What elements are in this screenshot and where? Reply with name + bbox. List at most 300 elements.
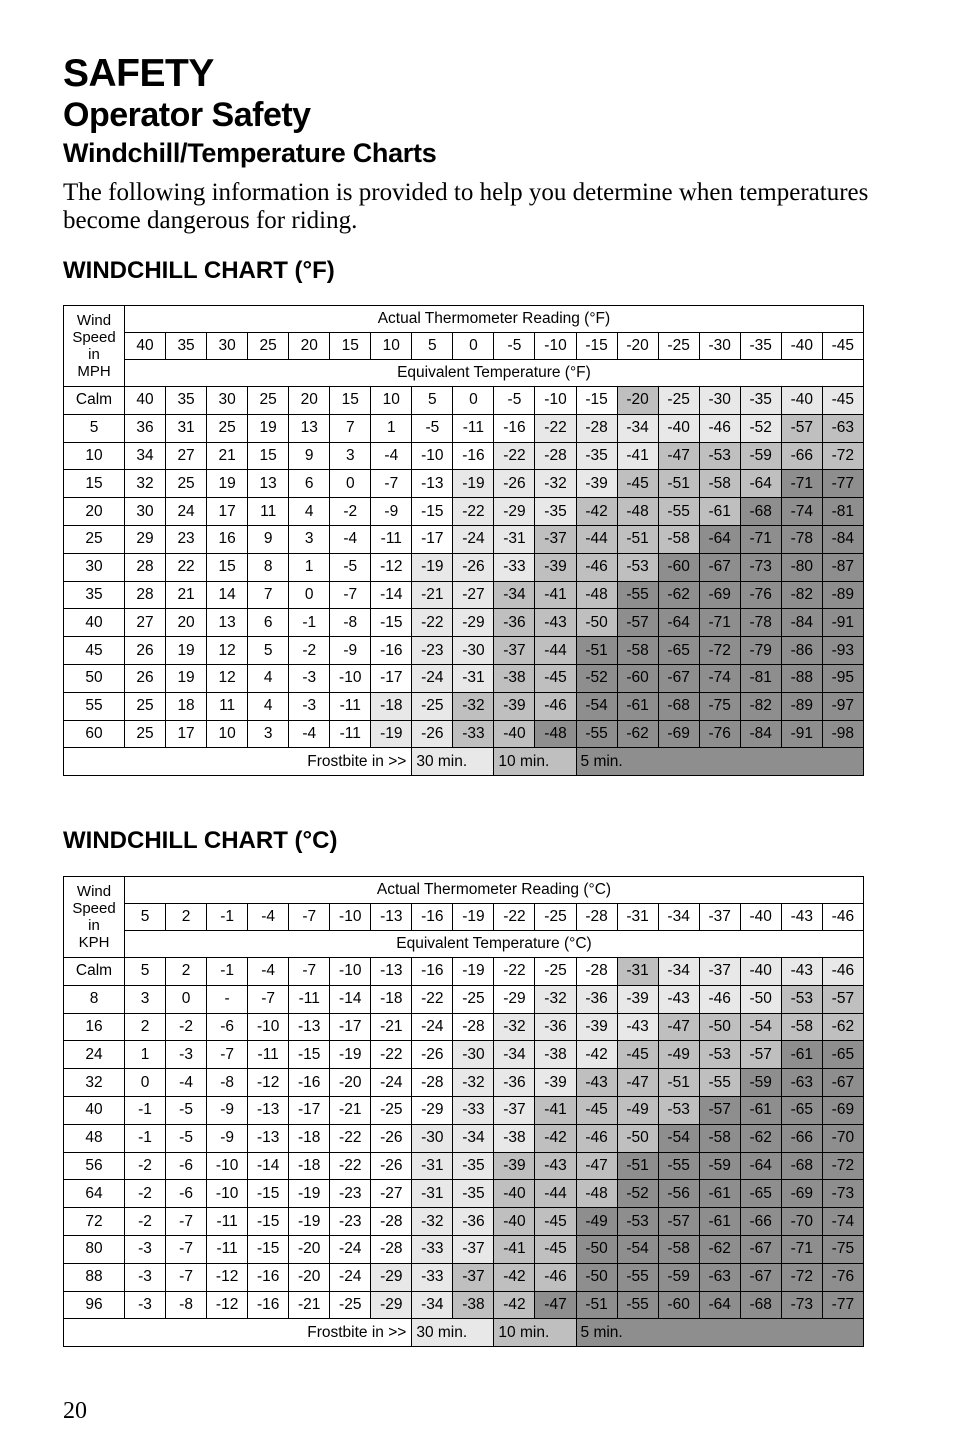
windchill-cell: -7 xyxy=(289,958,330,986)
actual-value-cell: 5 xyxy=(412,333,453,360)
windchill-cell: -87 xyxy=(822,553,863,581)
windchill-cell: -28 xyxy=(371,1208,412,1236)
windchill-cell: -57 xyxy=(617,609,658,637)
table-row xyxy=(64,1069,864,1097)
windchill-cell: -8 xyxy=(330,609,371,637)
windchill-cell: -13 xyxy=(371,958,412,986)
windchill-cell: -16 xyxy=(371,637,412,665)
windchill-cell: -24 xyxy=(412,664,453,692)
wind-speed-cell: 40 xyxy=(64,1096,125,1124)
windchill-cell: -28 xyxy=(371,1235,412,1263)
windchill-cell: -15 xyxy=(412,498,453,526)
windchill-cell: 1 xyxy=(371,414,412,442)
windchill-cell: -57 xyxy=(740,1041,781,1069)
windchill-cell: -30 xyxy=(699,387,740,415)
windchill-cell: -39 xyxy=(535,1069,576,1097)
windchill-cell: -91 xyxy=(822,609,863,637)
windchill-cell: -26 xyxy=(371,1124,412,1152)
windchill-cell: -67 xyxy=(740,1235,781,1263)
windchill-cell: -35 xyxy=(740,387,781,415)
actual-value-cell: -30 xyxy=(699,333,740,360)
table-row xyxy=(64,1180,864,1208)
windchill-cell: 25 xyxy=(125,720,166,748)
windchill-cell: -69 xyxy=(699,581,740,609)
windchill-cell: -59 xyxy=(658,1263,699,1291)
windchill-cell: 2 xyxy=(166,958,207,986)
windchill-cell: -53 xyxy=(617,553,658,581)
windchill-cell: -50 xyxy=(617,1124,658,1152)
windchill-cell: -7 xyxy=(207,1041,248,1069)
windchill-cell: -63 xyxy=(781,1069,822,1097)
windchill-cell: 0 xyxy=(289,581,330,609)
windchill-cell: 5 xyxy=(125,958,166,986)
windchill-cell: -46 xyxy=(535,692,576,720)
windchill-cell: -22 xyxy=(494,442,535,470)
actual-value-cell: -1 xyxy=(207,904,248,931)
windchill-cell: -76 xyxy=(822,1263,863,1291)
windchill-table-fahrenheit xyxy=(63,305,864,776)
windchill-cell: -2 xyxy=(166,1013,207,1041)
windchill-cell: -30 xyxy=(453,1041,494,1069)
wind-speed-cell: 10 xyxy=(64,442,125,470)
table-row xyxy=(64,525,864,553)
windchill-cell: -51 xyxy=(617,1152,658,1180)
windchill-cell: -16 xyxy=(494,414,535,442)
windchill-cell: -45 xyxy=(535,1235,576,1263)
windchill-cell: -49 xyxy=(658,1041,699,1069)
windchill-cell: -64 xyxy=(658,609,699,637)
windchill-cell: -2 xyxy=(125,1152,166,1180)
windchill-cell: -37 xyxy=(699,958,740,986)
actual-value-cell: 10 xyxy=(371,333,412,360)
windchill-cell: 1 xyxy=(289,553,330,581)
windchill-cell: -33 xyxy=(412,1235,453,1263)
windchill-cell: -58 xyxy=(658,525,699,553)
windchill-cell: -64 xyxy=(699,525,740,553)
wind-speed-cell: 16 xyxy=(64,1013,125,1041)
wind-speed-header-line: Wind xyxy=(76,883,112,900)
wind-speed-header-line: in xyxy=(88,346,100,363)
windchill-cell: -34 xyxy=(453,1124,494,1152)
windchill-cell: -98 xyxy=(822,720,863,748)
windchill-cell: -62 xyxy=(658,581,699,609)
windchill-cell: -26 xyxy=(412,1041,453,1069)
windchill-cell: -68 xyxy=(781,1152,822,1180)
windchill-cell: -16 xyxy=(248,1263,289,1291)
windchill-cell: -49 xyxy=(576,1208,617,1236)
windchill-cell: -22 xyxy=(412,609,453,637)
wind-speed-cell: Calm xyxy=(64,958,125,986)
windchill-cell: -33 xyxy=(412,1263,453,1291)
windchill-cell: -47 xyxy=(658,1013,699,1041)
windchill-cell: -21 xyxy=(412,581,453,609)
windchill-cell: -57 xyxy=(658,1208,699,1236)
windchill-cell: -20 xyxy=(617,387,658,415)
actual-value-cell: -16 xyxy=(412,904,453,931)
windchill-cell: -39 xyxy=(617,985,658,1013)
actual-value-cell: -46 xyxy=(822,904,863,931)
windchill-cell: -47 xyxy=(535,1291,576,1319)
windchill-cell: -3 xyxy=(289,664,330,692)
header-row-actual xyxy=(64,306,864,333)
windchill-cell: -28 xyxy=(453,1013,494,1041)
windchill-cell: -38 xyxy=(453,1291,494,1319)
actual-value-cell: 0 xyxy=(453,333,494,360)
windchill-cell: 0 xyxy=(166,985,207,1013)
windchill-cell: -15 xyxy=(371,609,412,637)
windchill-cell: -10 xyxy=(330,958,371,986)
windchill-cell: -22 xyxy=(494,958,535,986)
windchill-cell: -73 xyxy=(740,553,781,581)
windchill-cell: -46 xyxy=(822,958,863,986)
windchill-cell: 30 xyxy=(125,498,166,526)
windchill-cell: -15 xyxy=(248,1208,289,1236)
windchill-cell: -57 xyxy=(781,414,822,442)
wind-speed-header-line: Speed xyxy=(72,329,116,346)
windchill-cell: -38 xyxy=(494,1124,535,1152)
windchill-cell: -6 xyxy=(207,1013,248,1041)
windchill-cell: 20 xyxy=(166,609,207,637)
actual-value-cell: 40 xyxy=(125,333,166,360)
frostbite-10min: 10 min. xyxy=(494,748,576,776)
actual-value-cell: 25 xyxy=(248,333,289,360)
windchill-cell: -57 xyxy=(699,1096,740,1124)
header-row-equivalent xyxy=(64,360,864,387)
windchill-cell: -71 xyxy=(699,609,740,637)
header-row-actual xyxy=(64,877,864,904)
windchill-cell: -62 xyxy=(699,1235,740,1263)
windchill-cell: -19 xyxy=(371,720,412,748)
windchill-cell: -27 xyxy=(371,1180,412,1208)
windchill-cell: -28 xyxy=(412,1069,453,1097)
windchill-cell: -15 xyxy=(248,1235,289,1263)
windchill-cell: -32 xyxy=(453,1069,494,1097)
windchill-cell: 26 xyxy=(125,637,166,665)
windchill-cell: -59 xyxy=(740,442,781,470)
frostbite-label: Frostbite in >> xyxy=(64,1319,412,1347)
windchill-cell: -58 xyxy=(617,637,658,665)
windchill-cell: -52 xyxy=(740,414,781,442)
windchill-cell: -12 xyxy=(248,1069,289,1097)
windchill-cell: -34 xyxy=(494,581,535,609)
windchill-cell: -47 xyxy=(658,442,699,470)
actual-value-cell: -19 xyxy=(453,904,494,931)
table-row xyxy=(64,1041,864,1069)
windchill-cell: 19 xyxy=(166,664,207,692)
windchill-cell: -48 xyxy=(617,498,658,526)
windchill-cell: -80 xyxy=(781,553,822,581)
windchill-cell: 11 xyxy=(207,692,248,720)
windchill-cell: -15 xyxy=(576,387,617,415)
windchill-cell: -4 xyxy=(289,720,330,748)
subsection-title: Operator Safety xyxy=(63,96,311,134)
windchill-cell: -41 xyxy=(494,1235,535,1263)
wind-speed-cell: 60 xyxy=(64,720,125,748)
windchill-cell: 2 xyxy=(125,1013,166,1041)
windchill-cell: -51 xyxy=(576,1291,617,1319)
windchill-cell: -55 xyxy=(658,1152,699,1180)
windchill-cell: -23 xyxy=(330,1208,371,1236)
windchill-cell: -13 xyxy=(412,470,453,498)
windchill-cell: -50 xyxy=(576,609,617,637)
frostbite-5min: 5 min. xyxy=(576,1319,863,1347)
frostbite-label: Frostbite in >> xyxy=(64,748,412,776)
windchill-cell: 36 xyxy=(125,414,166,442)
windchill-cell: 19 xyxy=(207,470,248,498)
windchill-cell: -5 xyxy=(166,1096,207,1124)
equivalent-temp-header: Equivalent Temperature (°C) xyxy=(125,931,864,958)
frostbite-legend-row xyxy=(64,748,864,776)
windchill-cell: -54 xyxy=(658,1124,699,1152)
wind-speed-cell: 56 xyxy=(64,1152,125,1180)
windchill-cell: -25 xyxy=(535,958,576,986)
windchill-cell: -16 xyxy=(248,1291,289,1319)
frostbite-legend-row xyxy=(64,1319,864,1347)
windchill-cell: -43 xyxy=(658,985,699,1013)
windchill-cell: -20 xyxy=(330,1069,371,1097)
windchill-cell: -37 xyxy=(453,1263,494,1291)
windchill-cell: -6 xyxy=(166,1180,207,1208)
windchill-cell: -28 xyxy=(535,442,576,470)
wind-speed-cell: 48 xyxy=(64,1124,125,1152)
windchill-cell: -30 xyxy=(453,637,494,665)
windchill-cell: -37 xyxy=(494,1096,535,1124)
windchill-cell: -11 xyxy=(289,985,330,1013)
actual-reading-header: Actual Thermometer Reading (°F) xyxy=(125,306,864,333)
windchill-cell: -40 xyxy=(658,414,699,442)
windchill-cell: -50 xyxy=(740,985,781,1013)
actual-value-cell: -10 xyxy=(535,333,576,360)
windchill-cell: -1 xyxy=(125,1124,166,1152)
windchill-cell: -58 xyxy=(781,1013,822,1041)
windchill-cell: -40 xyxy=(781,387,822,415)
wind-speed-cell: 80 xyxy=(64,1235,125,1263)
windchill-cell: -11 xyxy=(330,720,371,748)
table-row xyxy=(64,470,864,498)
wind-speed-header-line: in xyxy=(88,917,100,934)
windchill-cell: -55 xyxy=(617,1291,658,1319)
windchill-cell: -31 xyxy=(412,1152,453,1180)
windchill-cell: -93 xyxy=(822,637,863,665)
windchill-cell: -7 xyxy=(371,470,412,498)
table-row xyxy=(64,1291,864,1319)
windchill-cell: 31 xyxy=(166,414,207,442)
windchill-cell: -1 xyxy=(289,609,330,637)
table-row xyxy=(64,553,864,581)
windchill-cell: -48 xyxy=(576,581,617,609)
wind-speed-header-line: Speed xyxy=(72,900,116,917)
actual-value-cell: -37 xyxy=(699,904,740,931)
windchill-cell: -43 xyxy=(781,958,822,986)
windchill-cell: -76 xyxy=(699,720,740,748)
windchill-cell: -52 xyxy=(576,664,617,692)
windchill-cell: -67 xyxy=(822,1069,863,1097)
frostbite-30min: 30 min. xyxy=(412,748,494,776)
page-number: 20 xyxy=(63,1398,87,1424)
wind-speed-cell: 15 xyxy=(64,470,125,498)
table-row xyxy=(64,498,864,526)
windchill-cell: -3 xyxy=(125,1263,166,1291)
windchill-cell: -34 xyxy=(658,958,699,986)
windchill-cell: -67 xyxy=(740,1263,781,1291)
windchill-cell: -67 xyxy=(699,553,740,581)
windchill-cell: -50 xyxy=(576,1263,617,1291)
windchill-cell: -19 xyxy=(289,1180,330,1208)
windchill-cell: -36 xyxy=(453,1208,494,1236)
actual-value-cell: 30 xyxy=(207,333,248,360)
windchill-cell: -17 xyxy=(330,1013,371,1041)
windchill-cell: 19 xyxy=(166,637,207,665)
windchill-cell: -61 xyxy=(699,1208,740,1236)
windchill-cell: -10 xyxy=(330,664,371,692)
windchill-cell: 7 xyxy=(330,414,371,442)
windchill-cell: -3 xyxy=(125,1235,166,1263)
actual-value-cell: 15 xyxy=(330,333,371,360)
windchill-cell: -50 xyxy=(699,1013,740,1041)
windchill-cell: -41 xyxy=(617,442,658,470)
windchill-cell: -60 xyxy=(617,664,658,692)
windchill-cell: -42 xyxy=(535,1124,576,1152)
windchill-cell: -45 xyxy=(617,1041,658,1069)
windchill-cell: -45 xyxy=(535,664,576,692)
table-row xyxy=(64,720,864,748)
windchill-cell: -39 xyxy=(576,470,617,498)
windchill-cell: -24 xyxy=(453,525,494,553)
windchill-cell: 6 xyxy=(248,609,289,637)
wind-speed-cell: 72 xyxy=(64,1208,125,1236)
actual-value-cell: -4 xyxy=(248,904,289,931)
windchill-cell: -47 xyxy=(576,1152,617,1180)
windchill-cell: 32 xyxy=(125,470,166,498)
windchill-cell: -63 xyxy=(699,1263,740,1291)
windchill-cell: -23 xyxy=(330,1180,371,1208)
actual-value-cell: -20 xyxy=(617,333,658,360)
windchill-cell: -57 xyxy=(822,985,863,1013)
windchill-cell: -10 xyxy=(207,1180,248,1208)
actual-value-cell: 5 xyxy=(125,904,166,931)
wind-speed-header-line: MPH xyxy=(77,363,111,380)
table-row xyxy=(64,1235,864,1263)
windchill-cell: -61 xyxy=(699,498,740,526)
windchill-cell: -42 xyxy=(494,1263,535,1291)
windchill-cell: -70 xyxy=(781,1208,822,1236)
windchill-cell: -69 xyxy=(781,1180,822,1208)
windchill-cell: -18 xyxy=(289,1124,330,1152)
windchill-cell: -42 xyxy=(576,1041,617,1069)
windchill-cell: -23 xyxy=(412,637,453,665)
windchill-cell: -35 xyxy=(453,1180,494,1208)
windchill-cell: -89 xyxy=(822,581,863,609)
windchill-cell: -55 xyxy=(576,720,617,748)
windchill-cell: -38 xyxy=(535,1041,576,1069)
table-row xyxy=(64,1124,864,1152)
windchill-cell: -61 xyxy=(699,1180,740,1208)
actual-value-cell: -25 xyxy=(535,904,576,931)
windchill-cell: -25 xyxy=(412,692,453,720)
windchill-cell: -63 xyxy=(822,414,863,442)
windchill-cell: 0 xyxy=(453,387,494,415)
windchill-cell: 0 xyxy=(125,1069,166,1097)
windchill-cell: -34 xyxy=(494,1041,535,1069)
windchill-cell: -2 xyxy=(289,637,330,665)
actual-value-cell: -10 xyxy=(330,904,371,931)
windchill-cell: -45 xyxy=(822,387,863,415)
windchill-cell: -51 xyxy=(576,637,617,665)
windchill-cell: -37 xyxy=(453,1235,494,1263)
windchill-cell: 10 xyxy=(371,387,412,415)
windchill-cell: -66 xyxy=(740,1208,781,1236)
windchill-cell: -75 xyxy=(822,1235,863,1263)
windchill-cell: -13 xyxy=(248,1124,289,1152)
windchill-cell: -22 xyxy=(371,1041,412,1069)
windchill-cell: -31 xyxy=(617,958,658,986)
windchill-cell: -42 xyxy=(576,498,617,526)
windchill-cell: -22 xyxy=(412,985,453,1013)
windchill-cell: -36 xyxy=(576,985,617,1013)
windchill-cell: 20 xyxy=(289,387,330,415)
wind-speed-header xyxy=(64,306,125,387)
windchill-cell: -12 xyxy=(207,1263,248,1291)
windchill-cell: -31 xyxy=(494,525,535,553)
windchill-cell: 9 xyxy=(289,442,330,470)
windchill-cell: -58 xyxy=(699,470,740,498)
windchill-cell: -70 xyxy=(822,1124,863,1152)
windchill-cell: -33 xyxy=(453,1096,494,1124)
windchill-cell: 28 xyxy=(125,553,166,581)
windchill-cell: -60 xyxy=(658,1291,699,1319)
windchill-cell: -16 xyxy=(289,1069,330,1097)
windchill-cell: -52 xyxy=(617,1180,658,1208)
windchill-cell: -65 xyxy=(740,1180,781,1208)
windchill-cell: 15 xyxy=(248,442,289,470)
actual-reading-header: Actual Thermometer Reading (°C) xyxy=(125,877,864,904)
windchill-cell: 23 xyxy=(166,525,207,553)
windchill-cell: 8 xyxy=(248,553,289,581)
table-row xyxy=(64,442,864,470)
windchill-cell: -21 xyxy=(289,1291,330,1319)
windchill-cell: -74 xyxy=(699,664,740,692)
windchill-cell: -32 xyxy=(412,1208,453,1236)
windchill-cell: 10 xyxy=(207,720,248,748)
windchill-cell: -69 xyxy=(658,720,699,748)
windchill-cell: -64 xyxy=(740,1152,781,1180)
windchill-cell: -75 xyxy=(699,692,740,720)
windchill-cell: -32 xyxy=(535,470,576,498)
windchill-cell: 7 xyxy=(248,581,289,609)
windchill-cell: 25 xyxy=(166,470,207,498)
windchill-cell: -76 xyxy=(740,581,781,609)
windchill-cell: -34 xyxy=(617,414,658,442)
windchill-cell: -4 xyxy=(371,442,412,470)
windchill-cell: -59 xyxy=(699,1152,740,1180)
wind-speed-cell: 40 xyxy=(64,609,125,637)
windchill-cell: -29 xyxy=(371,1263,412,1291)
windchill-cell: -61 xyxy=(781,1041,822,1069)
windchill-cell: -19 xyxy=(289,1208,330,1236)
windchill-cell: -89 xyxy=(781,692,822,720)
windchill-cell: -25 xyxy=(330,1291,371,1319)
windchill-cell: - xyxy=(207,985,248,1013)
windchill-cell: -73 xyxy=(781,1291,822,1319)
windchill-cell: -84 xyxy=(822,525,863,553)
windchill-cell: -66 xyxy=(781,1124,822,1152)
windchill-cell: -32 xyxy=(535,985,576,1013)
windchill-cell: -18 xyxy=(371,985,412,1013)
windchill-cell: -11 xyxy=(207,1235,248,1263)
table-row xyxy=(64,1208,864,1236)
windchill-cell: -29 xyxy=(494,498,535,526)
windchill-cell: -18 xyxy=(371,692,412,720)
